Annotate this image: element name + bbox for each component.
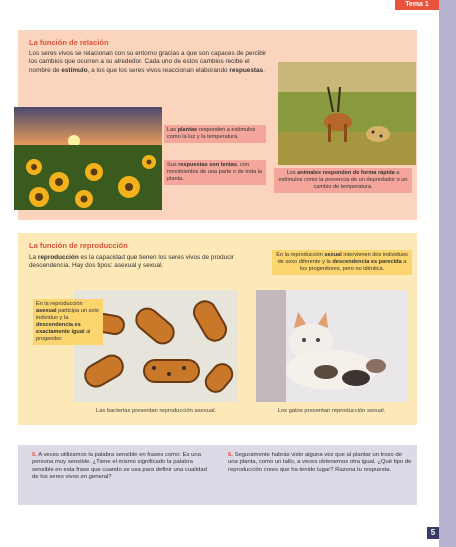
text-run: intervienen dos individuos de sexo diferente y la [277, 252, 408, 265]
text-run: reproducción [37, 254, 79, 261]
text-run: estímulo [61, 66, 88, 74]
text-run: sexual [324, 252, 342, 258]
cats-photo [256, 290, 407, 402]
reproduccion-title: La función de reproducción [29, 241, 128, 250]
animals-callout [274, 168, 412, 193]
question-6-text: Seguramente habrás visto alguna vez que al plantar un trozo de una planta, como un tallo, a veces obtenemos otra igual. ¿Qué tipo de reproducción crees que ha tenido lugar? Razona tu respuesta. [228, 452, 412, 473]
relacion-paragraph [29, 50, 271, 75]
text-run: Los seres vivos se relacionan con su entorno gracias a que son capaces de percibir los cambios que ocurren a su alrededor. Cada uno de estos cambios recibe el nombre de [29, 50, 267, 74]
cats-caption: Los gatos presentan reproducción sexual. [277, 408, 386, 414]
text-run: En la reproducción [276, 252, 325, 258]
text-run: animales responden de forma rápida [297, 170, 395, 176]
reproduccion-paragraph [29, 254, 269, 271]
sexual-callout [272, 250, 412, 275]
sunflower-field-photo [14, 107, 162, 210]
text-run: al progenitor. [36, 329, 91, 342]
text-run: plantas [177, 127, 198, 133]
text-run: En la reproducción [36, 301, 83, 307]
text-run: participa un solo individuo y la [36, 308, 99, 321]
text-run: Los [286, 170, 298, 176]
antelope-cheetah-photo [278, 62, 416, 165]
text-run: La [29, 254, 38, 261]
page-sidebar [439, 0, 456, 547]
asexual-callout [33, 299, 103, 345]
text-run: descendencia es exactamente igual [36, 322, 85, 335]
text-run: Sus [167, 162, 179, 168]
bacteria-caption: Las bacterias presentan reproducción asexual. [95, 408, 217, 414]
text-run: Las [167, 127, 178, 133]
question-5-number: 5. [32, 452, 37, 458]
page-number: 5 [427, 527, 439, 539]
unit-tab: Tema 1 [395, 0, 439, 10]
text-run: es la capacidad que tienen los seres vivos de producir descendencia. Hay dos tipos: asexual y sexual. [29, 254, 234, 270]
text-run: respuestas [229, 66, 264, 74]
question-6-number: 6. [228, 452, 233, 458]
question-5 [32, 452, 212, 482]
text-run: , con movimientos de una parte o de toda la planta. [167, 162, 263, 182]
text-run: . [263, 66, 265, 74]
question-6 [228, 452, 413, 474]
text-run: a los progenitores, pero no idéntica. [299, 259, 407, 272]
text-run: , a los que los seres vivos reaccionan elaborando [87, 66, 230, 74]
text-run: descendencia es parecida [332, 259, 402, 265]
text-run: responden a estímulos como la luz y la temperatura. [167, 127, 256, 140]
relacion-title: La función de relación [29, 38, 109, 47]
plants-response-callout [164, 160, 266, 185]
plants-callout [164, 125, 266, 143]
text-run: respuestas son lentas [178, 162, 237, 168]
text-run: asexual [36, 308, 57, 314]
text-run: a estímulos como la presencia de un depredador o un cambio de temperatura. [278, 170, 408, 190]
question-5-text: A veces utilizamos la palabra sensible en frases como: Es una persona muy sensible. ¿Tiene el mismo significado la palabra sensible en esta frase que cuando se usa para definir una cualidad de los seres vivos en general? [32, 452, 207, 481]
